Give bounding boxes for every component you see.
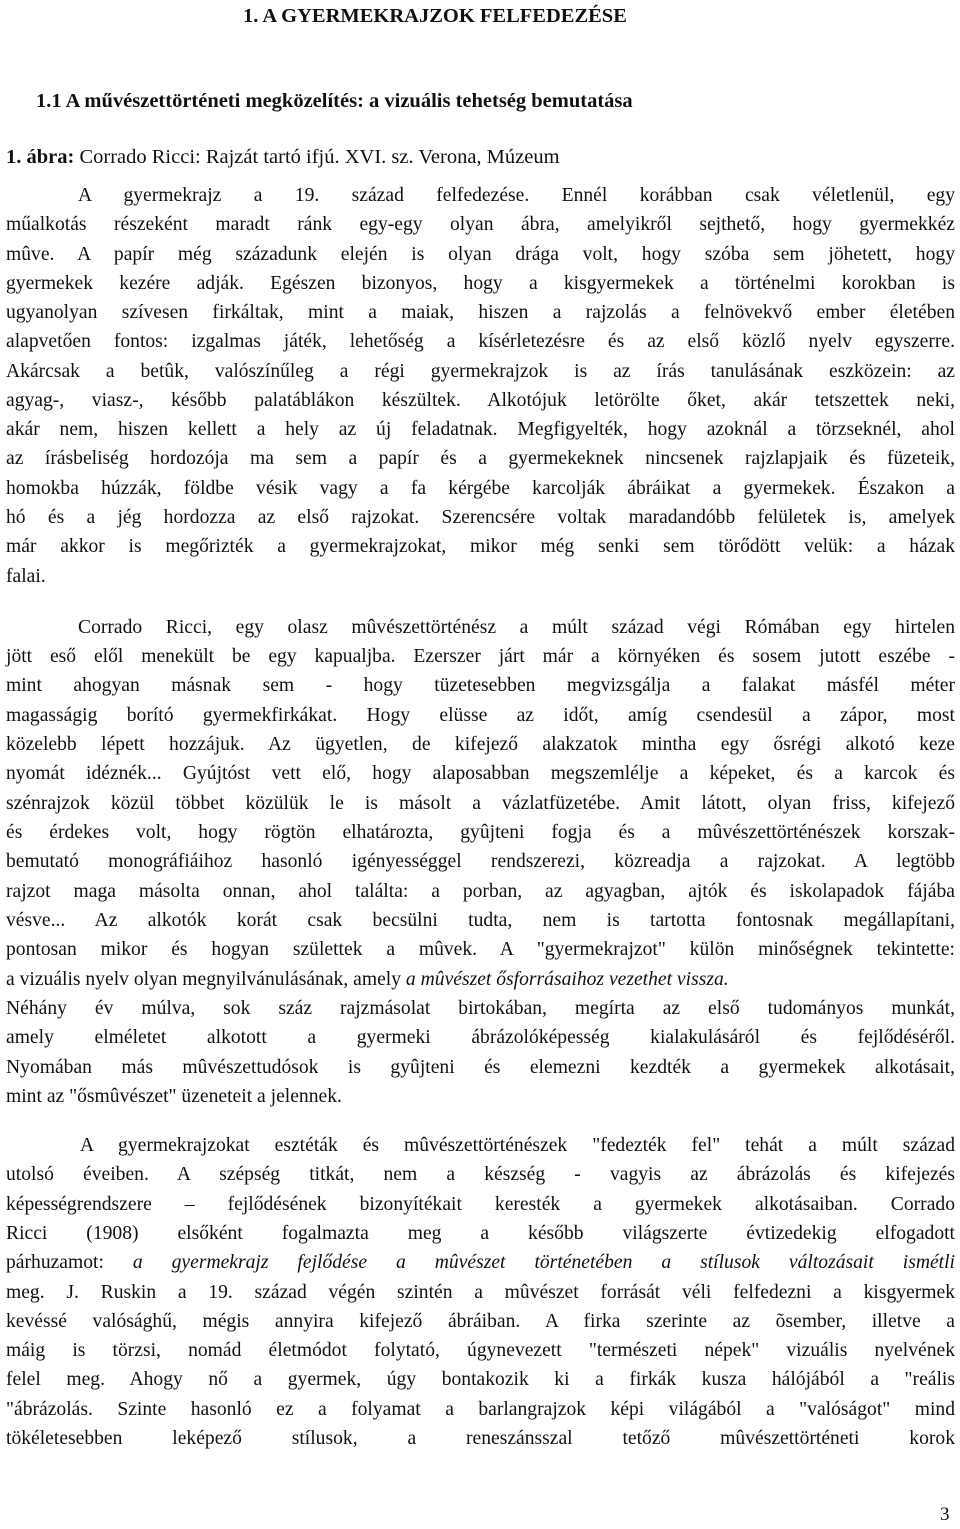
paragraph-line: [6, 967, 955, 993]
paragraph-line: bemutató monográfiáihoz hasonló igényességgel rendszerezi, közreadja a rajzokat. A legtöbb: [6, 851, 955, 872]
paragraph-line: kevéssé valósághű, mégis annyira kifejező ábráiban. A firka szerinte az õsember, illetve a: [6, 1311, 955, 1332]
paragraph-line: ugyanolyan szívesen firkáltak, mint a maiak, hiszen a rajzolás a felnövekvő ember életében: [6, 302, 955, 323]
paragraph-line: akár nem, hiszen kellett a hely az új feladatnak. Megfigyelték, hogy azoknál a törzseknél, ahol: [6, 419, 955, 440]
paragraph-line: mûve. A papír még századunk elején is olyan drága volt, hogy szóba sem jöhetett, hogy: [6, 244, 955, 265]
page-number: 3: [940, 1504, 950, 1525]
paragraph-line: mint az "ősmûvészet" üzeneteit a jelennek.: [6, 1086, 342, 1107]
paragraph-line: falai.: [6, 566, 46, 587]
paragraph-line: felel meg. Ahogy nő a gyermek, úgy bontakozik ki a firkák kusza hálójából a "reális: [6, 1369, 955, 1390]
paragraph-line: alapvetően fontos: izgalmas játék, lehetőség a kísérletezésre és az első közlő nyelv egyszerre.: [6, 331, 955, 352]
figure-caption: [6, 144, 560, 170]
paragraph-line: már akkor is megőrizték a gyermekrajzokat, mikor még senki sem törődött velük: a házak: [6, 536, 955, 557]
paragraph-line: homokba húzzák, földbe vésik vagy a fa kérgébe karcolják ábráikat a gyermekek. Északon a: [6, 478, 955, 499]
figure-caption-label: 1. ábra:: [6, 146, 75, 168]
paragraph-line: műalkotás részeként maradt ránk egy-egy olyan ábra, amelyikről sejthető, hogy gyermekkéz: [6, 214, 955, 235]
paragraph-line: pontosan mikor és hogyan születtek a mûvek. A "gyermekrajzot" külön minőségnek tekintette:: [6, 939, 955, 960]
paragraph-line: magasságig borító gyermekfirkákat. Hogy elüsse az időt, amíg csendesül a zápor, most: [6, 705, 955, 726]
paragraph-line: mint ahogyan másnak sem - hogy tüzetesebben megvizsgálja a falakat másfél méter: [6, 675, 955, 696]
italic-phrase: a mûvészet ősforrásaihoz vezethet vissza.: [405, 969, 729, 990]
paragraph-line: és érdekes volt, hogy rögtön elhatározta, gyûjteni fogja és a mûvészettörténészek korszak-: [6, 822, 955, 843]
paragraph-line: gyermekek kezére adják. Egészen bizonyos, hogy a kisgyermekek a történelmi korokban is: [6, 273, 955, 294]
paragraph-line-text: párhuzamot:: [6, 1252, 133, 1273]
paragraph-line: "ábrázolás. Szinte hasonló ez a folyamat a barlangrajzok képi világából a "valóságot" mind: [6, 1399, 955, 1420]
italic-phrase: a gyermekrajz fejlődése a mûvészet történetében a stílusok változásait ismétli: [132, 1252, 955, 1273]
chapter-heading: 1. A GYERMEKRAJZOK FELFEDEZÉSE: [243, 5, 627, 27]
paragraph-line: amely elméletet alkotott a gyermeki ábrázolóképesség kialakulásáról és fejlődéséről.: [6, 1027, 955, 1048]
paragraph-line: közelebb lépett hozzájuk. Az ügyetlen, de kifejező alakzatok mintha egy ősrégi alkotó keze: [6, 734, 955, 755]
paragraph-line: A gyermekrajz a 19. század felfedezése. Ennél korábban csak véletlenül, egy: [78, 185, 955, 206]
figure-caption-text: Corrado Ricci: Rajzát tartó ifjú. XVI. sz. Verona, Múzeum: [79, 146, 560, 168]
paragraph-line: utolsó éveiben. A szépség titkát, nem a készség - vagyis az ábrázolás és kifejezés: [6, 1164, 955, 1185]
paragraph-line: tökéletesebben leképező stílusok, a reneszánsszal tetőző mûvészettörténeti korok: [6, 1428, 955, 1449]
paragraph-line: rajzot maga másolta onnan, ahol találta: a porban, az agyagban, ajtók és iskolapadok fájába: [6, 881, 955, 902]
paragraph-line: máig is törzsi, nomád életmódot folytató, úgynevezett "természeti népek" vizuális nyelvének: [6, 1340, 955, 1361]
paragraph-line: jött eső elől menekült be egy kapualjba. Ezerszer járt már a környéken és sosem jutott eszébe -: [6, 646, 955, 667]
paragraph-line: nyomát idéznék... Gyújtóst vett elő, hogy alaposabban megszemlélje a képeket, és a karcok és: [6, 763, 955, 784]
paragraph-line: agyag-, viasz-, később palatáblákon készültek. Alkotójuk letörölte őket, akár tetszettek neki,: [6, 390, 955, 411]
paragraph-line: [6, 1250, 955, 1276]
paragraph-line: hó és a jég hordozza az első rajzokat. Szerencsére voltak maradandóbb felületek is, amelyek: [6, 507, 955, 528]
paragraph-line-text: a vizuális nyelv olyan megnyilvánulásának, amely: [6, 969, 406, 990]
paragraph-line: az írásbeliség hordozója ma sem a papír és a gyermekeknek nincsenek rajzlapjaik és füzeteik,: [6, 448, 955, 469]
paragraph-line: A gyermekrajzokat esztéták és mûvészettörténészek "fedezték fel" tehát a múlt század: [80, 1135, 955, 1156]
paragraph-line: képességrendszere – fejlődésének bizonyítékait keresték a gyermekek alkotásaiban. Corrado: [6, 1194, 955, 1215]
paragraph-line: Néhány év múlva, sok száz rajzmásolat birtokában, megírta az első tudományos munkát,: [6, 998, 955, 1019]
paragraph-line: meg. J. Ruskin a 19. század végén szintén a mûvészet forrását véli felfedezni a kisgyermek: [6, 1282, 955, 1303]
paragraph-line: Ricci (1908) elsőként fogalmazta meg a később világszerte évtizedekig elfogadott: [6, 1223, 955, 1244]
paragraph-line: vésve... Az alkotók korát csak becsülni tudta, nem is tartotta fontosnak megállapítani,: [6, 910, 955, 931]
paragraph-line: Nyomában más mûvészettudósok is gyûjteni és elemezni kezdték a gyermekek alkotásait,: [6, 1057, 955, 1078]
paragraph-line: szénrajzok közül többet közülük le is másolt a vázlatfüzetébe. Amit látott, olyan friss, kifejező: [6, 793, 955, 814]
section-heading: 1.1 A művészettörténeti megközelítés: a vizuális tehetség bemutatása: [36, 90, 633, 112]
paragraph-line: Akárcsak a betûk, valószínűleg a régi gyermekrajzok is az írás tanulásának eszközein: az: [6, 361, 955, 382]
paragraph-line: Corrado Ricci, egy olasz mûvészettörténész a múlt század végi Rómában egy hirtelen: [78, 617, 955, 638]
